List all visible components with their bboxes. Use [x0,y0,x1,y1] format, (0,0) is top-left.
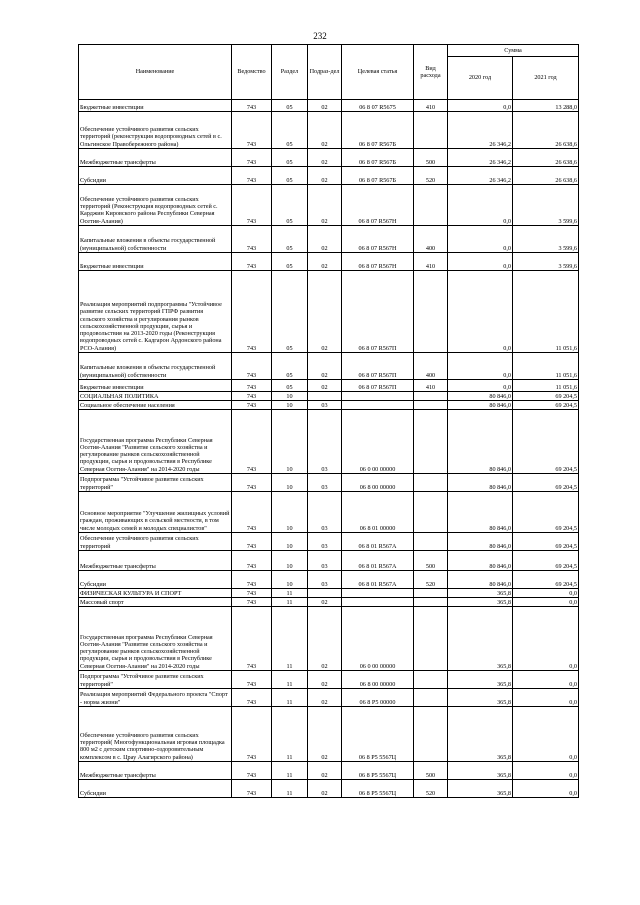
row-target: 06 8 07 R5675 [342,100,414,112]
row-target [342,401,414,410]
row-vedomstvo: 743 [232,762,272,780]
row-vid [414,474,448,492]
row-target: 06 8 01 R567А [342,571,414,589]
row-vedomstvo: 743 [232,689,272,707]
table-row [79,100,579,112]
row-sum-2020: 0,0 [448,271,513,353]
row-vedomstvo: 743 [232,598,272,607]
row-razdel: 10 [272,551,308,571]
row-name: Социальное обеспечение населения [79,401,232,410]
row-podrazdel: 02 [308,167,342,185]
row-podrazdel: 02 [308,226,342,253]
row-podrazdel: 02 [308,253,342,271]
row-vedomstvo: 743 [232,410,272,474]
row-target [342,392,414,401]
row-vedomstvo: 743 [232,492,272,533]
row-name: Межбюджетные трансферты [79,762,232,780]
row-razdel: 05 [272,226,308,253]
row-vedomstvo: 743 [232,707,272,762]
header-vedomstvo: Ведомство [232,45,272,100]
table-row [79,167,579,185]
row-name: Субсидии [79,167,232,185]
row-target: 06 8 P5 5567Ц [342,780,414,798]
row-vedomstvo: 743 [232,401,272,410]
table-row [79,401,579,410]
row-vid: 400 [414,353,448,380]
row-razdel: 11 [272,598,308,607]
row-sum-2020: 80 846,0 [448,551,513,571]
row-target: 06 0 00 00000 [342,410,414,474]
row-name: Капитальные вложения в объекты государственной (муниципальной) собственности [79,353,232,380]
row-sum-2021: 3 599,6 [513,226,579,253]
row-vid: 500 [414,551,448,571]
row-sum-2020: 0,0 [448,380,513,392]
row-name: Капитальные вложения в объекты государственной (муниципальной) собственности [79,226,232,253]
row-vid [414,392,448,401]
row-razdel: 10 [272,392,308,401]
row-vid: 410 [414,100,448,112]
row-razdel: 05 [272,253,308,271]
row-razdel: 10 [272,410,308,474]
row-sum-2021: 0,0 [513,607,579,671]
row-sum-2021: 0,0 [513,589,579,598]
row-razdel: 05 [272,185,308,226]
row-sum-2020: 365,8 [448,689,513,707]
row-vid: 500 [414,762,448,780]
row-razdel: 11 [272,607,308,671]
row-podrazdel: 02 [308,100,342,112]
row-name: Бюджетные инвестиции [79,253,232,271]
row-razdel: 11 [272,780,308,798]
row-vid [414,112,448,149]
row-vid: 410 [414,253,448,271]
row-target: 06 8 00 00000 [342,474,414,492]
row-razdel: 11 [272,762,308,780]
row-name: Обеспечение устойчивого развития сельских территорий (Реконструкция водопроводных сетей с. Карджин Кировского района Республики Северная Осетия-Алания) [79,185,232,226]
row-target [342,589,414,598]
row-razdel: 05 [272,353,308,380]
row-sum-2020: 365,8 [448,671,513,689]
row-podrazdel: 03 [308,551,342,571]
row-sum-2021: 3 599,6 [513,253,579,271]
row-target: 06 8 00 00000 [342,671,414,689]
row-vid: 520 [414,571,448,589]
table-row [79,671,579,689]
row-vid [414,271,448,353]
row-target: 06 8 01 00000 [342,492,414,533]
row-sum-2021: 69 204,5 [513,551,579,571]
header-vid: Вид расхода [414,45,448,100]
row-vedomstvo: 743 [232,112,272,149]
row-sum-2020: 365,8 [448,607,513,671]
row-target: 06 8 07 R567Б [342,112,414,149]
row-vedomstvo: 743 [232,380,272,392]
row-sum-2021: 0,0 [513,780,579,798]
row-podrazdel [308,392,342,401]
row-name: Реализация мероприятий подпрограммы "Устойчивое развитие сельских территорий ГПРФ развития сельского хозяйства и регулирования рынков сельскохозяйственной продукции, сырья и продовольствия на 2013-2020 годы (Реконструкция водопроводных сетей с. Кадгарон Ардонского района РСО-Алания) [79,271,232,353]
table-body [79,100,579,798]
row-podrazdel: 03 [308,410,342,474]
row-name: Подпрограмма "Устойчивое развитие сельских территорий" [79,474,232,492]
row-vid [414,689,448,707]
table-row [79,474,579,492]
table-row [79,707,579,762]
row-vid [414,607,448,671]
row-sum-2021: 69 204,5 [513,571,579,589]
table-header [79,45,579,100]
table-row [79,410,579,474]
row-sum-2021: 69 204,5 [513,533,579,551]
row-sum-2021: 13 288,0 [513,100,579,112]
header-target: Целевая статья [342,45,414,100]
row-sum-2020: 365,8 [448,762,513,780]
row-podrazdel: 03 [308,533,342,551]
table-row [79,226,579,253]
page-number: 232 [313,31,327,41]
table-row [79,551,579,571]
row-podrazdel: 03 [308,401,342,410]
header-2021: 2021 год [513,57,579,100]
row-podrazdel: 02 [308,707,342,762]
row-vedomstvo: 743 [232,271,272,353]
row-vedomstvo: 743 [232,474,272,492]
row-razdel: 11 [272,671,308,689]
row-vedomstvo: 743 [232,533,272,551]
row-target: 06 8 01 R567А [342,533,414,551]
table-row [79,571,579,589]
table-row [79,392,579,401]
row-name: Обеспечение устойчивого развития сельских территорий (реконструкция водопроводных сетей в с. Ольгинское Правобережного района) [79,112,232,149]
row-sum-2020: 0,0 [448,226,513,253]
row-target: 06 8 07 R567П [342,353,414,380]
row-razdel: 10 [272,533,308,551]
row-podrazdel: 02 [308,671,342,689]
row-name: Государственная программа Республики Северная Осетия-Алания "Развитие сельского хозяйства и регулирование рынков сельскохозяйственной продукции, сырья и продовольствия в Республике Северная Осетия-Алания" на 2014-2020 годы [79,410,232,474]
row-razdel: 11 [272,689,308,707]
row-vedomstvo: 743 [232,185,272,226]
header-name: Наименование [79,45,232,100]
row-sum-2020: 0,0 [448,253,513,271]
row-vedomstvo: 743 [232,226,272,253]
row-vid: 500 [414,149,448,167]
row-target: 06 8 07 R567Н [342,185,414,226]
row-vedomstvo: 743 [232,100,272,112]
row-sum-2020: 0,0 [448,100,513,112]
row-target: 06 8 07 R567Б [342,149,414,167]
row-vedomstvo: 743 [232,167,272,185]
row-sum-2021: 26 638,6 [513,149,579,167]
row-sum-2021: 3 599,6 [513,185,579,226]
row-vid [414,492,448,533]
row-podrazdel: 03 [308,492,342,533]
row-vid [414,671,448,689]
row-name: Массовый спорт [79,598,232,607]
row-razdel: 10 [272,474,308,492]
row-razdel: 10 [272,492,308,533]
row-razdel: 05 [272,380,308,392]
row-sum-2020: 26 346,2 [448,149,513,167]
row-name: Реализация мероприятий Федерального проекта "Спорт - норма жизни" [79,689,232,707]
row-vid: 520 [414,780,448,798]
row-sum-2020: 26 346,2 [448,167,513,185]
row-podrazdel: 02 [308,380,342,392]
header-summa: Сумма [448,45,579,57]
row-sum-2021: 69 204,5 [513,410,579,474]
row-sum-2020: 80 846,0 [448,401,513,410]
row-target: 06 8 07 R567Б [342,167,414,185]
table-row [79,271,579,353]
row-podrazdel: 02 [308,780,342,798]
row-podrazdel [308,589,342,598]
row-sum-2020: 26 346,2 [448,112,513,149]
row-sum-2021: 0,0 [513,598,579,607]
row-vedomstvo: 743 [232,589,272,598]
row-sum-2020: 365,8 [448,707,513,762]
row-vedomstvo: 743 [232,551,272,571]
row-sum-2020: 0,0 [448,353,513,380]
row-razdel: 05 [272,271,308,353]
row-name: Государственная программа Республики Северная Осетия-Алания "Развитие сельского хозяйства и регулирование рынков сельскохозяйственной продукции, сырья и продовольствия в Республике Северная Осетия-Алания" на 2014-2020 годы [79,607,232,671]
row-target: 06 8 P5 5567Ц [342,762,414,780]
row-name: Межбюджетные трансферты [79,149,232,167]
row-vid [414,707,448,762]
row-vedomstvo: 743 [232,571,272,589]
row-sum-2021: 0,0 [513,762,579,780]
row-razdel: 10 [272,571,308,589]
row-vid [414,598,448,607]
row-sum-2020: 80 846,0 [448,533,513,551]
row-vid: 400 [414,226,448,253]
table-row [79,689,579,707]
row-sum-2021: 0,0 [513,671,579,689]
table-row [79,589,579,598]
row-vedomstvo: 743 [232,149,272,167]
row-name: Межбюджетные трансферты [79,551,232,571]
budget-table [78,44,579,798]
row-sum-2020: 80 846,0 [448,474,513,492]
table-row [79,598,579,607]
row-target: 06 8 07 R567П [342,271,414,353]
row-sum-2021: 69 204,5 [513,401,579,410]
row-podrazdel: 02 [308,689,342,707]
table-row [79,185,579,226]
row-name: Обеспечение устойчивого развития сельских территорий [79,533,232,551]
row-podrazdel: 02 [308,607,342,671]
row-vid: 410 [414,380,448,392]
row-name: Субсидии [79,780,232,798]
table-row [79,380,579,392]
table-row [79,533,579,551]
row-vedomstvo: 743 [232,392,272,401]
row-podrazdel: 02 [308,353,342,380]
row-razdel: 11 [272,589,308,598]
table-row [79,253,579,271]
row-vid [414,410,448,474]
row-vedomstvo: 743 [232,780,272,798]
table-row [79,492,579,533]
row-name: Подпрограмма "Устойчивое развитие сельских территорий" [79,671,232,689]
row-target: 06 8 07 R567Н [342,226,414,253]
row-sum-2021: 11 051,6 [513,353,579,380]
row-sum-2021: 69 204,5 [513,492,579,533]
row-podrazdel: 02 [308,149,342,167]
row-razdel: 05 [272,167,308,185]
row-razdel: 05 [272,100,308,112]
row-sum-2021: 69 204,5 [513,392,579,401]
row-target: 06 8 01 R567А [342,551,414,571]
row-vid [414,533,448,551]
row-vid [414,401,448,410]
header-podrazdel: Подраз-дел [308,45,342,100]
row-sum-2020: 0,0 [448,185,513,226]
row-vedomstvo: 743 [232,353,272,380]
table-row [79,762,579,780]
row-podrazdel: 02 [308,112,342,149]
row-name: Обеспечение устойчивого развития сельских территорий( Многофункциональная игровая площадка 800 м2 с детским спортивно-оздоровительным комплексом в с. Црау Алагирского района) [79,707,232,762]
table-row [79,353,579,380]
row-podrazdel: 02 [308,762,342,780]
row-sum-2021: 11 051,6 [513,271,579,353]
row-vid: 520 [414,167,448,185]
row-sum-2020: 365,8 [448,598,513,607]
row-razdel: 05 [272,149,308,167]
row-target: 06 0 00 00000 [342,607,414,671]
row-sum-2021: 0,0 [513,707,579,762]
row-razdel: 05 [272,112,308,149]
row-target: 06 8 07 R567П [342,380,414,392]
row-podrazdel: 02 [308,598,342,607]
row-target: 06 8 07 R567Н [342,253,414,271]
header-razdel: Раздел [272,45,308,100]
row-sum-2020: 80 846,0 [448,392,513,401]
row-sum-2021: 11 051,6 [513,380,579,392]
header-2020: 2020 год [448,57,513,100]
row-vedomstvo: 743 [232,607,272,671]
table-row [79,112,579,149]
row-sum-2020: 80 846,0 [448,571,513,589]
row-sum-2021: 0,0 [513,689,579,707]
row-vid [414,185,448,226]
row-sum-2021: 26 638,6 [513,112,579,149]
row-name: Бюджетные инвестиции [79,100,232,112]
row-sum-2020: 80 846,0 [448,410,513,474]
table-row [79,780,579,798]
row-sum-2020: 365,8 [448,780,513,798]
table-row [79,607,579,671]
row-sum-2021: 69 204,5 [513,474,579,492]
row-target: 06 8 P5 5567Ц [342,707,414,762]
row-razdel: 10 [272,401,308,410]
row-name: Бюджетные инвестиции [79,380,232,392]
table-row [79,149,579,167]
row-podrazdel: 03 [308,474,342,492]
row-name: СОЦИАЛЬНАЯ ПОЛИТИКА [79,392,232,401]
row-sum-2021: 26 638,6 [513,167,579,185]
row-target [342,598,414,607]
row-podrazdel: 03 [308,571,342,589]
row-razdel: 11 [272,707,308,762]
row-podrazdel: 02 [308,271,342,353]
row-podrazdel: 02 [308,185,342,226]
row-target: 06 8 P5 00000 [342,689,414,707]
row-name: Субсидии [79,571,232,589]
row-vedomstvo: 743 [232,671,272,689]
row-sum-2020: 80 846,0 [448,492,513,533]
row-vedomstvo: 743 [232,253,272,271]
row-name: ФИЗИЧЕСКАЯ КУЛЬТУРА И СПОРТ [79,589,232,598]
row-sum-2020: 365,8 [448,589,513,598]
row-name: Основное мероприятие "Улучшение жилищных условий граждан, проживающих в сельской местности, в том числе молодых семей и молодых специалистов" [79,492,232,533]
row-vid [414,589,448,598]
